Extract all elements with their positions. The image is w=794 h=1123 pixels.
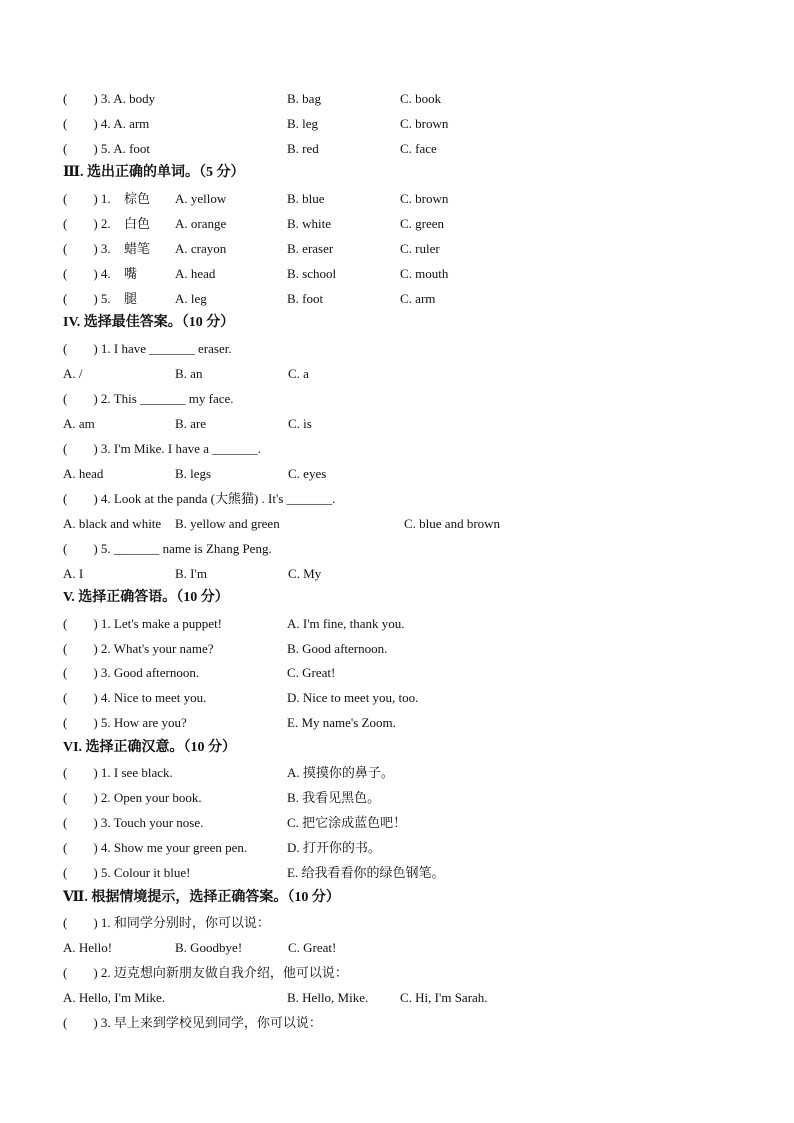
section-5-title: V. 选择正确答语。（10 分） — [63, 590, 229, 605]
section-6-title: VI. 选择正确汉意。（10 分） — [63, 740, 237, 755]
section-7-title: Ⅶ. 根据情境提示，选择正确答案。（10 分） — [63, 890, 340, 905]
section-4-title: IV. 选择最佳答案。（10 分） — [63, 315, 235, 330]
section-3-title: Ⅲ. 选出正确的单词。（5 分） — [63, 165, 245, 180]
